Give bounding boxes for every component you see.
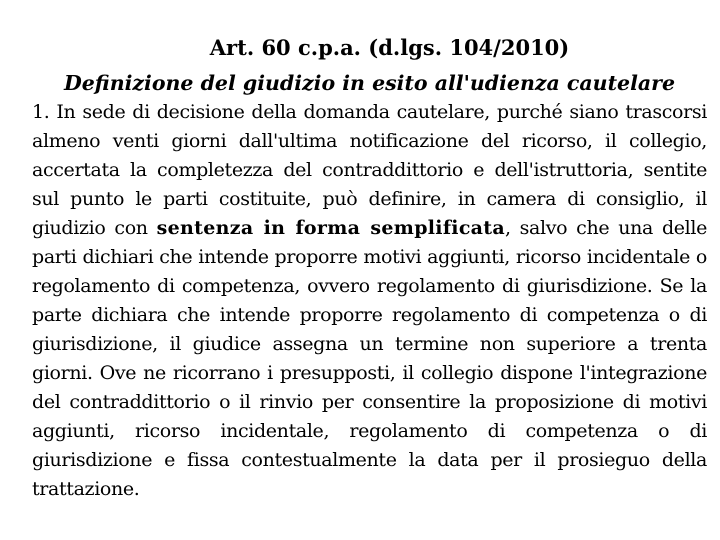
article-title: Art. 60 c.p.a. (d.lgs. 104/2010): [209, 35, 570, 60]
paragraph-text-start: 1. In sede di decisione della domanda cautelare, purché siano trascorsi almeno venti giorni dall'ultima notificazione del ricorso, il collegio, accertata la completezza del contraddittorio e dell'istruttoria, sentite sul punto le parti costituite, può definire, in camera di consiglio, il giudizio con: [32, 101, 707, 239]
article-paragraph: [32, 98, 707, 504]
paragraph-text-end: , salvo che una delle parti dichiari che intende proporre motivi aggiunti, ricorso incidentale o regolamento di competenza, ovvero regolamento di giurisdizione. Se la parte dichiara che intende proporre regolamento di competenza o di giurisdizione, il giudice assegna un termine non superiore a trenta giorni. Ove ne ricorrano i presupposti, il collegio dispone l'integrazione del contraddittorio o il rinvio per consentire la proposizione di motivi aggiunti, ricorso incidentale, regolamento di competenza o di giurisdizione e fissa contestualmente la data per il prosieguo della trattazione.: [32, 217, 707, 500]
paragraph-emphasis: sentenza in forma semplificata: [156, 217, 505, 239]
article-subtitle: Definizione del giudizio in esito all'udienza cautelare: [63, 71, 676, 95]
document-page: [32, 34, 707, 504]
